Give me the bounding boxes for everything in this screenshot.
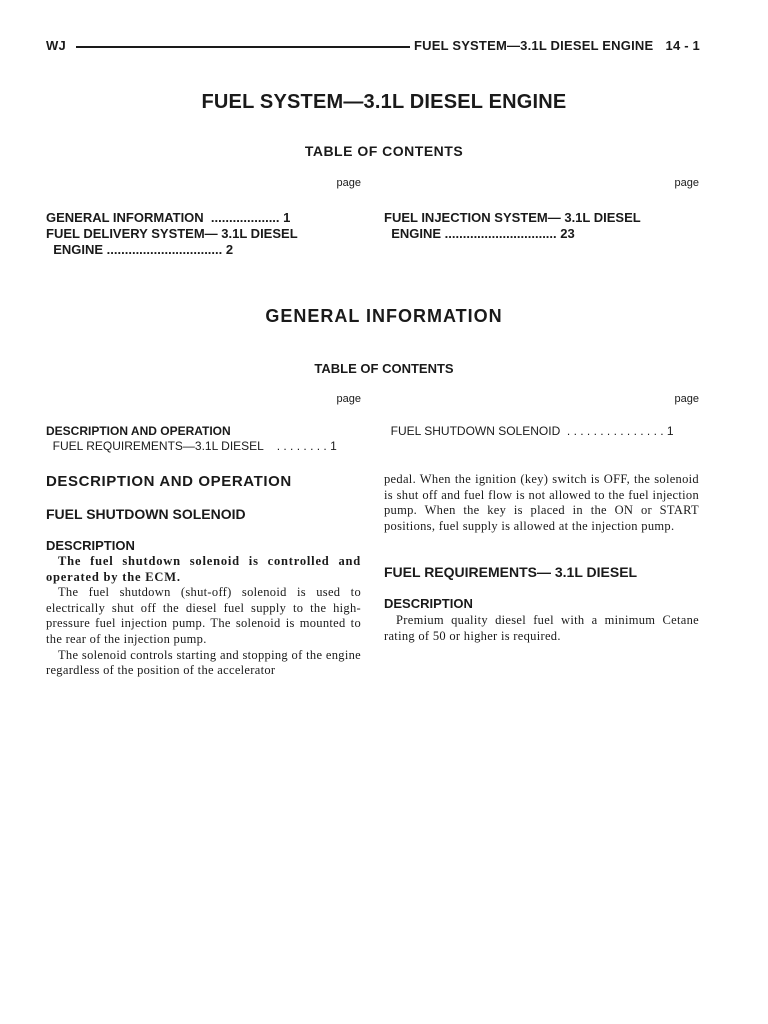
paragraph-lead: The fuel shutdown solenoid is controlled and operated by the ECM.: [46, 554, 361, 584]
heading-description-and-operation: DESCRIPTION AND OPERATION: [46, 473, 292, 490]
page-number: 14 - 1: [665, 38, 700, 53]
chapter-title: FUEL SYSTEM—3.1L DIESEL ENGINE: [201, 91, 567, 113]
body-text-fuel-requirements: [384, 613, 699, 644]
toc-entry-fuel-delivery-cont[interactable]: ENGINE ................................ 2: [46, 242, 234, 257]
heading-fuel-requirements: FUEL REQUIREMENTS— 3.1L DIESEL: [384, 564, 638, 580]
paragraph-shutdown-control-cont: pedal. When the ignition (key) switch is OFF, the solenoid is shut off and fuel flow is not allowed to the fuel injection pump. When the key is placed in the ON or START positions, fuel supply is allowed at the injection pump.: [384, 472, 699, 533]
heading-fuel-shutdown-solenoid: FUEL SHUTDOWN SOLENOID: [46, 506, 246, 522]
heading-description-1: DESCRIPTION: [46, 538, 135, 553]
section-toc-page-label-left: page: [336, 393, 361, 405]
paragraph-shutdown-purpose: The fuel shutdown (shut-off) solenoid is used to electrically shut off the diesel fuel supply to the high-pressure fuel injection pump. The solenoid is mounted to the rear of the injection pump.: [46, 585, 361, 646]
section-toc-page-label-right: page: [674, 393, 699, 405]
heading-description-2: DESCRIPTION: [384, 596, 473, 611]
toc-entry-fuel-injection-cont[interactable]: ENGINE ............................... 23: [384, 226, 575, 241]
toc-entry-fuel-requirements[interactable]: FUEL REQUIREMENTS—3.1L DIESEL . . . . . . . . 1: [46, 439, 337, 453]
header-rule: [76, 46, 410, 48]
running-header-title: FUEL SYSTEM—3.1L DIESEL ENGINE: [414, 38, 654, 53]
chapter-toc-heading: TABLE OF CONTENTS: [304, 143, 464, 159]
section-toc-heading: TABLE OF CONTENTS: [314, 361, 454, 376]
toc-entry-fuel-delivery[interactable]: FUEL DELIVERY SYSTEM— 3.1L DIESEL: [46, 226, 298, 241]
paragraph-shutdown-control: The solenoid controls starting and stopping of the engine regardless of the position of the accelerator: [46, 647, 361, 678]
body-text-right: [384, 472, 699, 534]
running-header-left: WJ: [46, 38, 66, 53]
chapter-toc-page-label-right: page: [674, 177, 699, 189]
section-title: GENERAL INFORMATION: [265, 306, 503, 326]
toc-entry-fuel-shutdown-solenoid[interactable]: FUEL SHUTDOWN SOLENOID . . . . . . . . . . . . . . . 1: [384, 424, 674, 438]
chapter-toc-page-label-left: page: [336, 177, 361, 189]
body-text-left: [46, 554, 361, 679]
toc-entry-fuel-injection[interactable]: FUEL INJECTION SYSTEM— 3.1L DIESEL: [384, 210, 641, 225]
paragraph-fuel-requirements: Premium quality diesel fuel with a minimum Cetane rating of 50 or higher is required.: [384, 613, 699, 643]
section-toc-group: DESCRIPTION AND OPERATION: [46, 424, 231, 438]
toc-entry-general-information[interactable]: GENERAL INFORMATION ................... 1: [46, 210, 291, 225]
